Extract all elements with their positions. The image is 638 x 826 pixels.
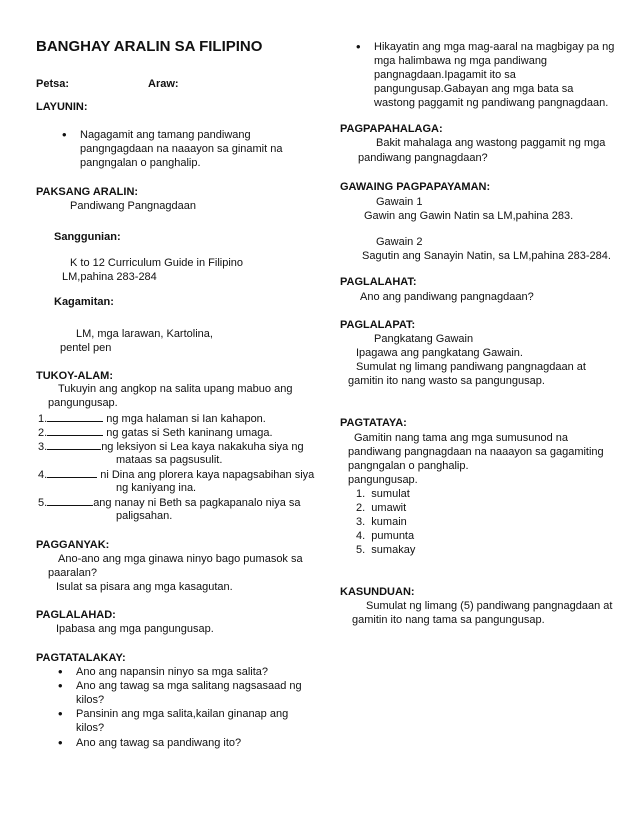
sanggunian-line-2: LM,pahina 283-284 xyxy=(62,271,157,283)
tukoy-alam-intro-2: pangungusap. xyxy=(48,397,118,409)
kasunduan-line-1: Sumulat ng limang (5) pandiwang pangnagdaan at xyxy=(366,600,613,612)
pagtataya-item-4: 4. pumunta xyxy=(356,530,415,542)
item-text: ng mga halaman si Ian kahapon. xyxy=(106,413,266,425)
item-text: sumakay xyxy=(371,544,416,556)
paglalapat-line-4: gamitin ito nang wasto sa pangungusap. xyxy=(348,375,545,387)
pagtatalakay-bullet-3: • Pansinin ang mga salita,kailan ginanap ang xyxy=(76,707,288,721)
answer-blank xyxy=(47,425,103,436)
layunin-line-1: • Nagagamit ang tamang pandiwang xyxy=(80,128,251,142)
pagtatalakay-bullet-2: • Ano ang tawag sa mga salitang nagsasaad ng xyxy=(76,679,302,693)
pagtatalakay-bullet-4: • Ano ang tawag sa pandiwang ito? xyxy=(76,736,241,750)
paglalapat-heading: PAGLALAPAT: xyxy=(340,319,416,331)
gawain-1-text: Gawin ang Gawin Natin sa LM,pahina 283. xyxy=(364,210,574,222)
paglalapat-line-1: Pangkatang Gawain xyxy=(374,333,474,345)
pagtatalakay-bullet-3-cont: kilos? xyxy=(76,722,105,734)
pagganyak-line-2: paaralan? xyxy=(48,567,97,579)
item-number: 1. xyxy=(38,413,48,425)
answer-blank xyxy=(47,495,93,506)
hikayatin-line-2: mga halimbawa ng mga pandiwang xyxy=(374,55,548,67)
pagtataya-line-2: pandiwang pangnagdaan na naaayon sa gagamiting xyxy=(348,446,604,458)
kagamitan-line-2: pentel pen xyxy=(60,342,112,354)
kagamitan-line-1: LM, mga larawan, Kartolina, xyxy=(76,328,213,340)
tukoy-item-3-cont: mataas sa pagsusulit. xyxy=(116,454,223,466)
item-number: 5. xyxy=(38,497,48,509)
tukoy-item-1 xyxy=(38,411,266,426)
sanggunian-heading: Sanggunian: xyxy=(54,231,121,243)
hikayatin-line-4: pangungusap.Gabayan ang mga bata sa xyxy=(374,83,574,95)
item-text: ang nanay ni Beth sa pagkapanalo niya sa xyxy=(93,497,301,509)
item-text: ni Dina ang plorera kaya napagsabihan siya xyxy=(100,469,315,481)
tukoy-item-3 xyxy=(38,439,304,454)
gawaing-pagpapayaman-heading: GAWAING PAGPAPAYAMAN: xyxy=(340,181,491,193)
answer-blank xyxy=(47,411,103,422)
item-number: 4. xyxy=(38,469,48,481)
kasunduan-heading: KASUNDUAN: xyxy=(340,586,415,598)
pagpapahalaga-line-2: pandiwang pangnagdaan? xyxy=(358,152,488,164)
tukoy-alam-heading: TUKOY-ALAM: xyxy=(36,370,113,382)
paglalahad-heading: PAGLALAHAD: xyxy=(36,609,116,621)
pagtataya-item-5: 5. sumakay xyxy=(356,544,416,556)
pagtataya-line-1: Gamitin nang tama ang mga sumusunod na xyxy=(354,432,569,444)
layunin-line-2: pangngagdaan na naaayon sa ginamit na xyxy=(80,143,283,155)
sanggunian-line-1: K to 12 Curriculum Guide in Filipino xyxy=(70,257,244,269)
pagtataya-heading: PAGTATAYA: xyxy=(340,417,407,429)
answer-blank xyxy=(47,439,101,450)
paksang-aralin-topic: Pandiwang Pangnagdaan xyxy=(70,200,197,212)
tukoy-item-5-cont: paligsahan. xyxy=(116,510,173,522)
item-text: ng gatas si Seth kaninang umaga. xyxy=(106,427,273,439)
tukoy-alam-intro-1: Tukuyin ang angkop na salita upang mabuo ang xyxy=(58,383,293,395)
pagtataya-item-3: 3. kumain xyxy=(356,516,407,528)
pagtatalakay-heading: PAGTATALAKAY: xyxy=(36,652,126,664)
gawain-2-title: Gawain 2 xyxy=(376,236,423,248)
item-text: pumunta xyxy=(371,530,415,542)
araw-label: Araw: xyxy=(148,78,179,90)
kasunduan-line-2: gamitin ito nang tama sa pangungusap. xyxy=(352,614,545,626)
paksang-aralin-heading: PAKSANG ARALIN: xyxy=(36,186,139,198)
pagtatalakay-bullet-1: • Ano ang napansin ninyo sa mga salita? xyxy=(76,665,268,679)
kagamitan-heading: Kagamitan: xyxy=(54,296,114,308)
pagganyak-line-1: Ano-ano ang mga ginawa ninyo bago pumasok sa xyxy=(58,553,303,565)
layunin-heading: LAYUNIN: xyxy=(36,101,88,113)
pagpapahalaga-line-1: Bakit mahalaga ang wastong paggamit ng mga xyxy=(376,137,606,149)
pagtataya-item-2: 2. umawit xyxy=(356,502,407,514)
pagpapahalaga-heading: PAGPAPAHALAGA: xyxy=(340,123,443,135)
layunin-line-3: pangngalan o panghalip. xyxy=(80,157,201,169)
tukoy-item-4-cont: ng kaniyang ina. xyxy=(116,482,197,494)
paglalapat-line-2: Ipagawa ang pangkatang Gawain. xyxy=(356,347,523,359)
gawain-1-title: Gawain 1 xyxy=(376,196,423,208)
petsa-label: Petsa: xyxy=(36,78,70,90)
pagtataya-line-4: pangungusap. xyxy=(348,474,418,486)
document-title: BANGHAY ARALIN SA FILIPINO xyxy=(36,38,263,55)
item-text: umawit xyxy=(371,502,407,514)
hikayatin-line-1: • Hikayatin ang mga mag-aaral na magbigay pa ng xyxy=(374,40,614,54)
paglalahad-line-1: Ipabasa ang mga pangungusap. xyxy=(56,623,214,635)
paglalahat-heading: PAGLALAHAT: xyxy=(340,276,417,288)
item-text: ng leksiyon si Lea kaya nakakuha siya ng xyxy=(101,441,304,453)
hikayatin-line-3: pangnagdaan.Ipagamit ito sa xyxy=(374,69,516,81)
tukoy-item-2 xyxy=(38,425,273,440)
item-text: sumulat xyxy=(371,488,410,500)
gawain-2-text: Sagutin ang Sanayin Natin, sa LM,pahina 283-284. xyxy=(362,250,611,262)
tukoy-item-4 xyxy=(38,467,314,482)
pagtataya-item-1: 1. sumulat xyxy=(356,488,410,500)
hikayatin-line-5: wastong paggamit ng pandiwang pangnagdaan. xyxy=(374,97,609,109)
item-text: kumain xyxy=(371,516,407,528)
pagganyak-heading: PAGGANYAK: xyxy=(36,539,110,551)
pagtataya-line-3: pangngalan o panghalip. xyxy=(348,460,469,472)
item-number: 3. xyxy=(38,441,48,453)
paglalahat-line-1: Ano ang pandiwang pangnagdaan? xyxy=(360,291,534,303)
item-number: 2. xyxy=(38,427,48,439)
tukoy-item-5 xyxy=(38,495,301,510)
paglalapat-line-3: Sumulat ng limang pandiwang pangnagdaan at xyxy=(356,361,586,373)
pagganyak-line-3: Isulat sa pisara ang mga kasagutan. xyxy=(56,581,233,593)
answer-blank xyxy=(47,467,97,478)
pagtatalakay-bullet-2-cont: kilos? xyxy=(76,694,105,706)
